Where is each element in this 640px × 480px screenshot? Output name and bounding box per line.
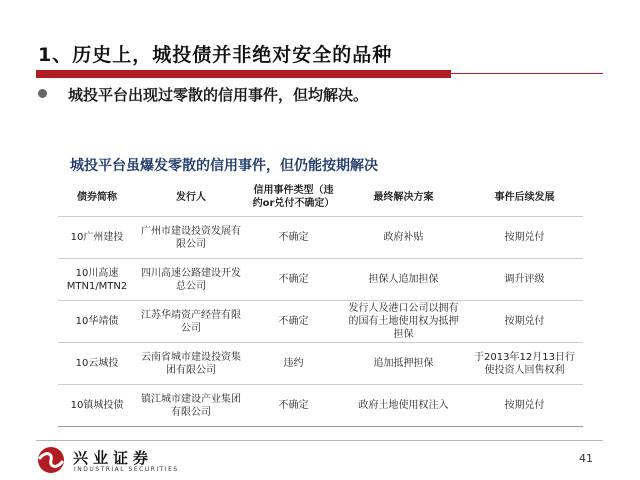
title-underline [451,73,603,74]
cell-follow-up: 调升评级 [466,259,583,301]
cell-bond-name: 10华靖债 [58,301,136,343]
cell-follow-up: 按期兑付 [466,385,583,427]
cell-follow-up: 按期兑付 [466,301,583,343]
credit-events-table [58,178,583,427]
table-caption: 城投平台虽爆发零散的信用事件，但仍能按期解决 [70,158,378,174]
cell-follow-up: 按期兑付 [466,217,583,259]
cell-issuer: 广州市建设投资发展有限公司 [136,217,246,259]
cell-issuer: 云南省城市建设投资集团有限公司 [136,343,246,385]
cell-follow-up: 于2013年12月13日行使投资人回售权利 [466,343,583,385]
header-solution: 最终解决方案 [341,178,466,217]
cell-solution: 发行人及港口公司以拥有的国有土地使用权为抵押担保 [341,301,466,343]
bullet-dot-icon [38,89,47,98]
title-accent-bar [36,70,451,78]
cell-issuer: 镇江城市建设产业集团有限公司 [136,385,246,427]
logo-name-en: INDUSTRIAL SECURITIES [74,466,179,473]
header-bond-name: 债券简称 [58,178,136,217]
logo-emblem-icon [37,446,65,474]
table-row [58,301,583,343]
table-row [58,385,583,427]
cell-event-type: 不确定 [246,301,341,343]
cell-event-type: 不确定 [246,217,341,259]
cell-solution: 政府补贴 [341,217,466,259]
cell-event-type: 违约 [246,343,341,385]
cell-bond-name: 10镇城投债 [58,385,136,427]
cell-bond-name: 10云城投 [58,343,136,385]
header-event-type: 信用事件类型（违约or兑付不确定） [246,178,341,217]
cell-event-type: 不确定 [246,385,341,427]
logo-name-cn: 兴业证券 [73,449,154,467]
table-row [58,259,583,301]
header-follow-up: 事件后续发展 [466,178,583,217]
header-issuer: 发行人 [136,178,246,217]
cell-solution: 政府土地使用权注入 [341,385,466,427]
slide-title: 1、历史上，城投债并非绝对安全的品种 [38,44,393,66]
table-row [58,217,583,259]
table-row [58,343,583,385]
page-number: 41 [579,452,593,465]
cell-event-type: 不确定 [246,259,341,301]
company-logo [37,446,187,476]
cell-bond-name: 10广州建投 [58,217,136,259]
cell-solution: 追加抵押担保 [341,343,466,385]
footer-divider [36,440,603,441]
cell-solution: 担保人追加担保 [341,259,466,301]
table-header-row [58,178,583,217]
cell-issuer: 江苏华靖资产经营有限公司 [136,301,246,343]
cell-issuer: 四川高速公路建设开发总公司 [136,259,246,301]
cell-bond-name: 10川高速MTN1/MTN2 [58,259,136,301]
bullet-text: 城投平台出现过零散的信用事件，但均解决。 [68,86,369,104]
